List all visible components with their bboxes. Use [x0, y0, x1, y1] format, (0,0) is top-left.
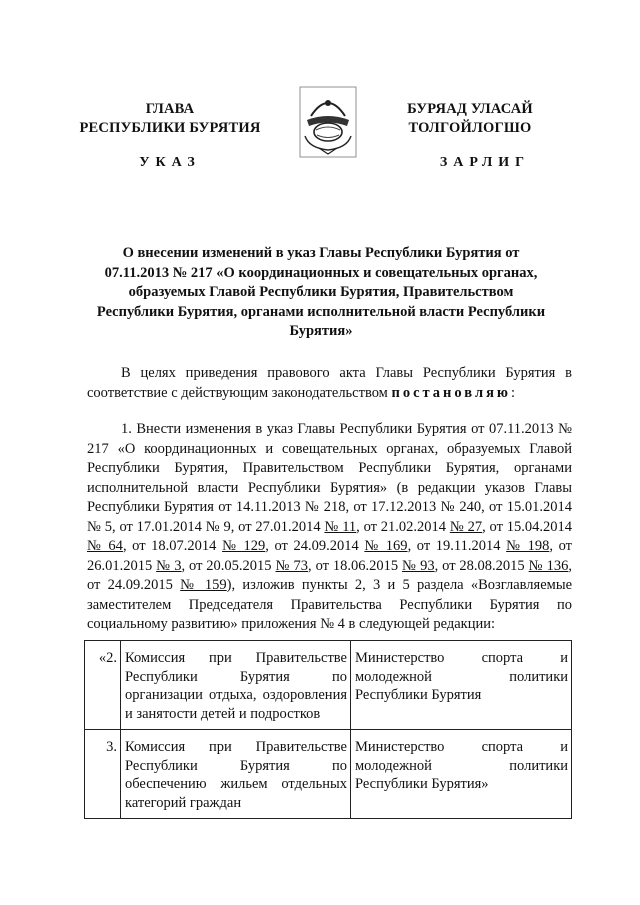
- header-left-line1: ГЛАВА: [145, 101, 195, 117]
- decree-ref-link[interactable]: № 3: [156, 557, 182, 574]
- responsible-ministry: Министерство спорта и молодежной политики Республики Бурятия: [351, 641, 572, 730]
- header-right: [370, 100, 570, 138]
- item-1-text: , от 24.09.2014: [265, 538, 365, 554]
- document-title: О внесении изменений в указ Главы Республики Бурятия от 07.11.2013 № 217 «О координационных и совещательных органах, образуемых Главой Республики Бурятия, Правительством Республики Бурятия, органами исполнительной власти Республики Бурятия»: [96, 245, 546, 339]
- decree-label-bua: ЗАРЛИГ: [439, 155, 531, 170]
- item-1-text: , от 15.04.2014: [482, 518, 572, 535]
- item-1-text: , от 20.05.2015: [181, 557, 276, 574]
- item-1-paragraph: [87, 420, 572, 635]
- header-left: [60, 100, 280, 138]
- preamble-paragraph: [87, 364, 572, 403]
- table-row: [85, 730, 572, 819]
- decree-ref-link[interactable]: № 159: [180, 577, 227, 593]
- table-row: [85, 641, 572, 730]
- header-right-line2: ТОЛГОЙЛОГШО: [408, 120, 532, 136]
- item-1-text: , от 24.09.2015: [87, 557, 573, 593]
- decree-ref-link[interactable]: № 136: [528, 557, 569, 574]
- item-1-text: , от 18.07.2014: [122, 538, 223, 554]
- responsible-ministry: Министерство спорта и молодежной политики Республики Бурятия»: [351, 730, 572, 819]
- item-1-text: , от 21.02.2014: [356, 518, 450, 535]
- header-left-line2: РЕСПУБЛИКИ БУРЯТИЯ: [79, 120, 261, 136]
- item-1-text: 1. Внести изменения в указ Главы Республики Бурятия от 07.11.2013 № 217 «О координационных и совещательных органах, образуемых Главой Республики Бурятия, Правительством Республики Бурятия, органами исполнительной власти Республики Бурятия» (в редакции указов Главы Республики Бурятия от 14.11.2013 № 218, от 17.12.2013 № 240, от 15.01.2014 № 5, от 17.01.2014 № 9, от 27.01.2014: [87, 421, 572, 535]
- coat-of-arms-icon: [299, 86, 357, 158]
- commission-name: Комиссия при Правительстве Республики Бурятия по обеспечению жильем отдельных категорий граждан: [121, 730, 351, 819]
- decree-ref-link[interactable]: № 93: [402, 557, 435, 574]
- item-1-text: , от 18.06.2015: [308, 557, 403, 574]
- commission-name: Комиссия при Правительстве Республики Бурятия по организации отдыха, оздоровления и занятости детей и подростков: [121, 641, 351, 730]
- item-1-text: , от 28.08.2015: [434, 557, 529, 574]
- item-1-text: ), изложив пункты 2, 3 и 5 раздела «Возглавляемые заместителем Председателя Правительства Республики Бурятия по социальному развитию» приложения № 4 в следующей редакции:: [87, 577, 573, 632]
- header-right-line1: БУРЯАД УЛАСАЙ: [407, 101, 533, 117]
- row-number: 3.: [85, 730, 121, 819]
- resolve-word: постановляю: [391, 384, 512, 401]
- decree-label-ru: УКАЗ: [139, 155, 201, 170]
- decree-ref-link[interactable]: № 129: [222, 538, 266, 554]
- preamble-end: :: [511, 384, 516, 401]
- decree-ref-link[interactable]: № 169: [364, 538, 408, 554]
- decree-ref-link[interactable]: № 27: [449, 518, 483, 535]
- decree-ref-link[interactable]: № 73: [275, 557, 309, 574]
- decree-ref-link[interactable]: № 198: [506, 538, 550, 554]
- commissions-table: [84, 640, 572, 819]
- item-1-text: , от 19.11.2014: [407, 538, 507, 554]
- decree-ref-link[interactable]: № 64: [87, 538, 123, 554]
- decree-ref-link[interactable]: № 11: [324, 518, 357, 535]
- preamble-text: В целях приведения правового акта Главы Республики Бурятия в соответствие с действующим законодательством: [87, 365, 572, 401]
- item-1-text: , от 26.01.2015: [87, 538, 572, 574]
- row-number: «2.: [85, 641, 121, 730]
